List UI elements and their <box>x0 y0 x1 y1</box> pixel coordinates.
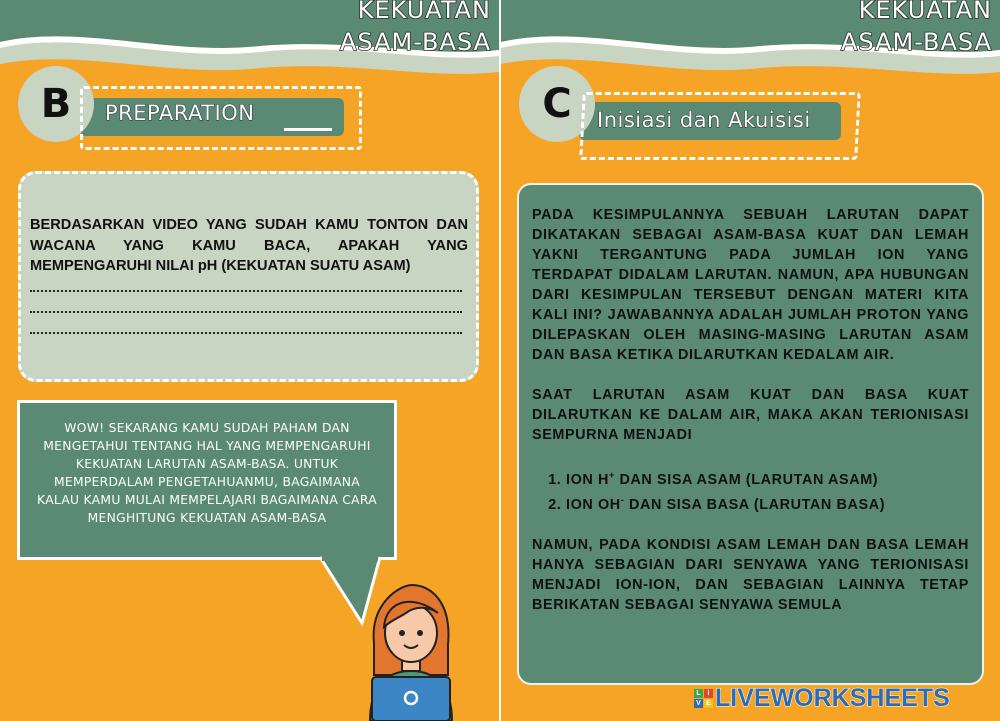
content-text <box>532 205 969 635</box>
answer-line-2[interactable] <box>30 309 462 313</box>
watermark-text: LIVEWORKSHEETS <box>715 683 950 712</box>
ion-list <box>532 465 969 515</box>
section-label: PREPARATION <box>105 101 255 125</box>
list-item: 2. ION OH- DAN SISA BASA (LARUTAN BASA) <box>566 490 969 515</box>
paragraph-1: PADA KESIMPULANNYA SEBUAH LARUTAN DAPAT DIKATAKAN SEBAGAI ASAM-BASA KUAT DAN LEMAH YAKNI TERGANTUNG PADA JUMLAH ION YANG TERDAPAT DIDALAM LARUTAN. NAMUN, APA HUBUNGAN DARI KESIMPULAN TERSEBUT DENGAN MATERI KITA KALI INI? JAWABANNYA ADALAH JUMLAH PROTON YANG DILEPASKAN OLEH MASING-MASING LARUTAN ASAM DAN BASA KETIKA DILARUTKAN KEDALAM AIR. <box>532 207 969 363</box>
question-text: BERDASARKAN VIDEO YANG SUDAH KAMU TONTON DAN WACANA YANG KAMU BACA, APAKAH YANG MEMPENGARUHI NILAI pH (KEKUATAN SUATU ASAM) <box>30 217 468 274</box>
answer-line-1[interactable] <box>30 288 462 292</box>
page-title <box>340 0 491 58</box>
question-box-frame <box>18 171 479 382</box>
title-line-2: ASAM-BASA <box>840 28 992 56</box>
list-item: 1. ION H+ DAN SISA ASAM (LARUTAN ASAM) <box>566 465 969 490</box>
badge-letter: C <box>542 81 572 127</box>
title-line-2: ASAM-BASA <box>339 28 491 56</box>
paragraph-2: SAAT LARUTAN ASAM KUAT DAN BASA KUAT DILARUTKAN KE DALAM AIR, MAKA AKAN TERIONISASI SEMPURNA MENJADI <box>532 387 969 443</box>
page-title <box>841 0 992 58</box>
answer-line-3[interactable] <box>30 330 462 334</box>
liveworksheets-logo-icon: L I V E <box>694 689 713 708</box>
student-avatar <box>360 583 460 721</box>
badge-letter: B <box>40 81 72 127</box>
left-panel <box>0 0 499 721</box>
title-line-1: KEKUATAN <box>357 0 491 24</box>
section-label: Inisiasi dan Akuisisi <box>597 108 811 132</box>
title-line-1: KEKUATAN <box>858 0 992 24</box>
speech-text: WOW! SEKARANG KAMU SUDAH PAHAM DAN MENGETAHUI TENTANG HAL YANG MEMPENGARUHI KEKUATAN LARUTAN ASAM-BASA. UNTUK MEMPERDALAM PENGETAHUANMU, BAGAIMANA KALAU KAMU MULAI MEMPELAJARI BAGAIMANA CARA MENGHITUNG KEKUATAN ASAM-BASA <box>37 421 377 525</box>
label-underline <box>284 128 332 131</box>
liveworksheets-watermark[interactable] <box>694 683 950 713</box>
paragraph-3: NAMUN, PADA KONDISI ASAM LEMAH DAN BASA LEMAH HANYA SEBAGIAN DARI SENYAWA YANG TERIONISASI MENJADI ION-ION, DAN SEBAGIAN LAINNYA TETAP BERIKATAN SEBAGAI SENYAWA SEMULA <box>532 536 969 613</box>
